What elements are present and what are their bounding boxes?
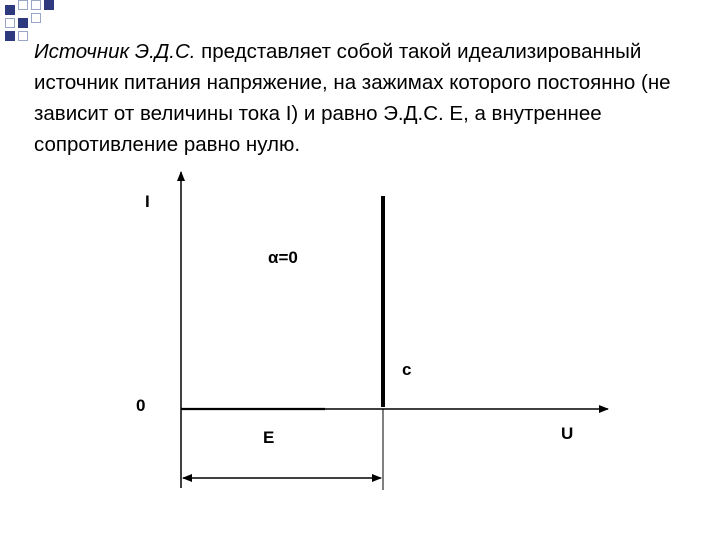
x-axis-label: U <box>561 424 574 443</box>
alpha-label: α=0 <box>268 248 298 267</box>
y-axis-label: I <box>145 192 150 211</box>
point-c-label: c <box>402 360 412 379</box>
definition-term: Источник Э.Д.С. <box>34 40 196 63</box>
definition-body: представляет собой такой идеализированный источник питания напряжение, на зажимах которого постоянно (не зависит от величины тока I) и равно Э.Д.С. E, а внутреннее сопротивление равно нулю. <box>34 40 671 156</box>
origin-label: 0 <box>136 396 146 415</box>
emf-label: E <box>263 428 275 447</box>
